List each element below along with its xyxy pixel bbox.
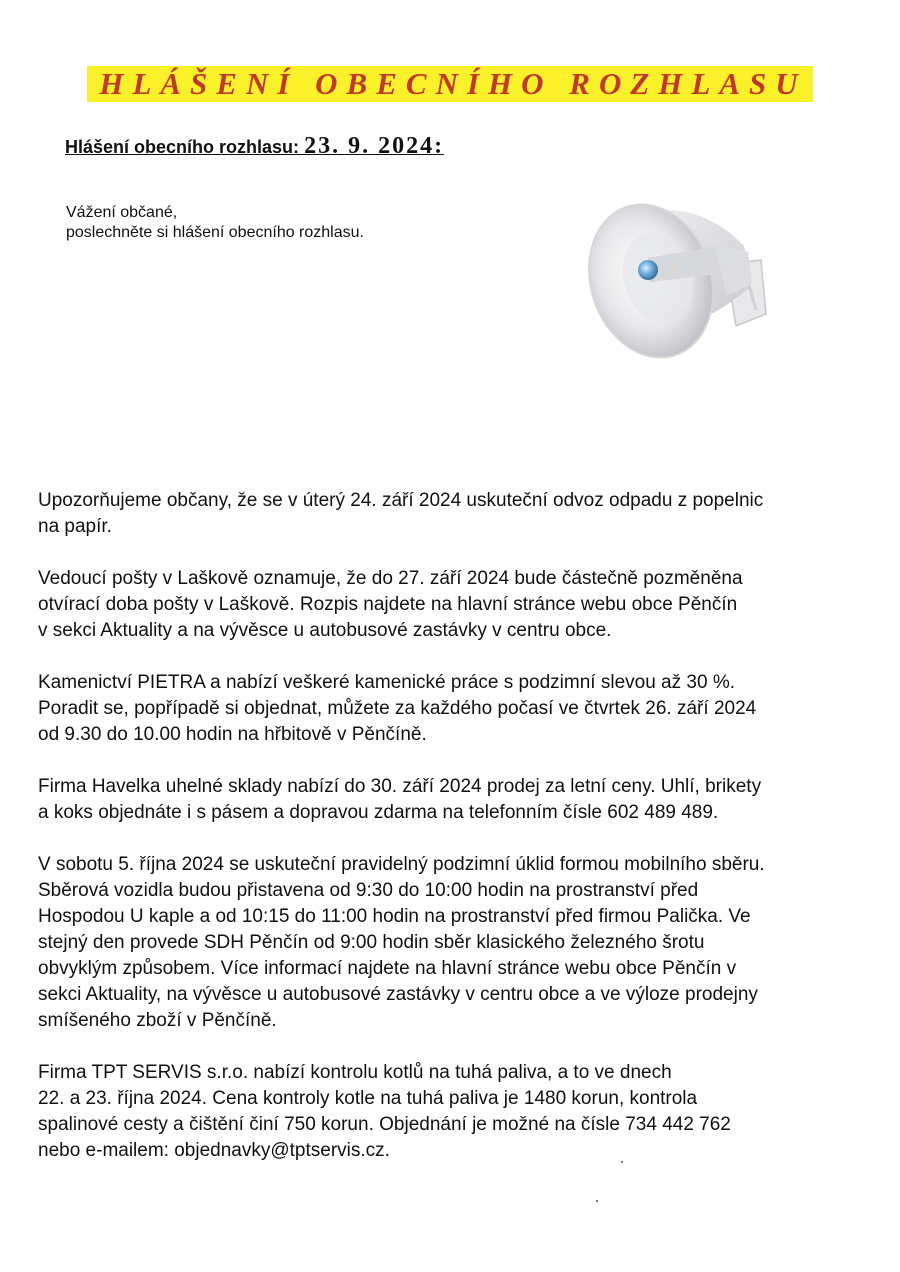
text-line: na papír. xyxy=(38,516,112,537)
text-line: spalinové cesty a čištění činí 750 korun. Objednání je možné na čísle 734 442 762 xyxy=(38,1114,731,1135)
loudspeaker-icon xyxy=(576,186,776,366)
announcement-date: 23. 9. 2024: xyxy=(304,133,445,159)
announcement-heading xyxy=(65,133,444,160)
text-line: 22. a 23. října 2024. Cena kontroly kotle na tuhá paliva je 1480 korun, kontrola xyxy=(38,1088,698,1109)
text-line: Upozorňujeme občany, že se v úterý 24. září 2024 uskuteční odvoz odpadu z popelnic xyxy=(38,490,764,511)
announcement-stonemason xyxy=(38,670,868,748)
scan-speck xyxy=(621,1161,623,1163)
announcements xyxy=(38,488,868,1190)
scan-speck xyxy=(596,1200,598,1202)
text-line: v sekci Aktuality a na vývěsce u autobusové zastávky v centru obce. xyxy=(38,620,612,641)
text-line: od 9.30 do 10.00 hodin na hřbitově v Pěnčíně. xyxy=(38,724,427,745)
announcement-post-office xyxy=(38,566,868,644)
text-line: stejný den provede SDH Pěnčín od 9:00 hodin sběr klasického železného šrotu xyxy=(38,932,705,953)
text-line: Firma Havelka uhelné sklady nabízí do 30. září 2024 prodej za letní ceny. Uhlí, brikety xyxy=(38,776,762,797)
text-line: a koks objednáte i s pásem a dopravou zdarma na telefonním čísle 602 489 489. xyxy=(38,802,719,823)
greeting xyxy=(66,203,364,243)
announcement-paper-collection xyxy=(38,488,868,540)
text-line: Vedoucí pošty v Laškově oznamuje, že do 27. září 2024 bude částečně pozměněna xyxy=(38,568,743,589)
text-line: Sběrová vozidla budou přistavena od 9:30 do 10:00 hodin na prostranství před xyxy=(38,880,699,901)
page-title-wrap xyxy=(0,66,900,102)
text-line: V sobotu 5. října 2024 se uskuteční pravidelný podzimní úklid formou mobilního sběru. xyxy=(38,854,765,875)
greeting-line-2: poslechněte si hlášení obecního rozhlasu. xyxy=(66,224,364,241)
announcement-cleanup xyxy=(38,852,868,1034)
announcement-heading-label: Hlášení obecního rozhlasu: xyxy=(65,137,300,157)
text-line: sekci Aktuality, na vývěsce u autobusové zastávky v centru obce a ve výloze prodejny xyxy=(38,984,758,1005)
text-line: nebo e-mailem: objednavky@tptservis.cz. xyxy=(38,1140,390,1161)
text-line: obvyklým způsobem. Více informací najdete na hlavní stránce webu obce Pěnčín v xyxy=(38,958,737,979)
text-line: Hospodou U kaple a od 10:15 do 11:00 hodin na prostranství před firmou Palička. Ve xyxy=(38,906,751,927)
text-line: Firma TPT SERVIS s.r.o. nabízí kontrolu kotlů na tuhá paliva, a to ve dnech xyxy=(38,1062,672,1083)
announcement-boiler-inspection xyxy=(38,1060,868,1164)
text-line: smíšeného zboží v Pěnčíně. xyxy=(38,1010,277,1031)
announcement-coal xyxy=(38,774,868,826)
text-line: otvírací doba pošty v Laškově. Rozpis najdete na hlavní stránce webu obce Pěnčín xyxy=(38,594,738,615)
text-line: Poradit se, popřípadě si objednat, můžete za každého počasí ve čtvrtek 26. září 2024 xyxy=(38,698,757,719)
page-title: HLÁŠENÍ OBECNÍHO ROZHLASU xyxy=(87,66,812,102)
greeting-line-1: Vážení občané, xyxy=(66,204,178,221)
text-line: Kamenictví PIETRA a nabízí veškeré kamenické práce s podzimní slevou až 30 %. xyxy=(38,672,735,693)
